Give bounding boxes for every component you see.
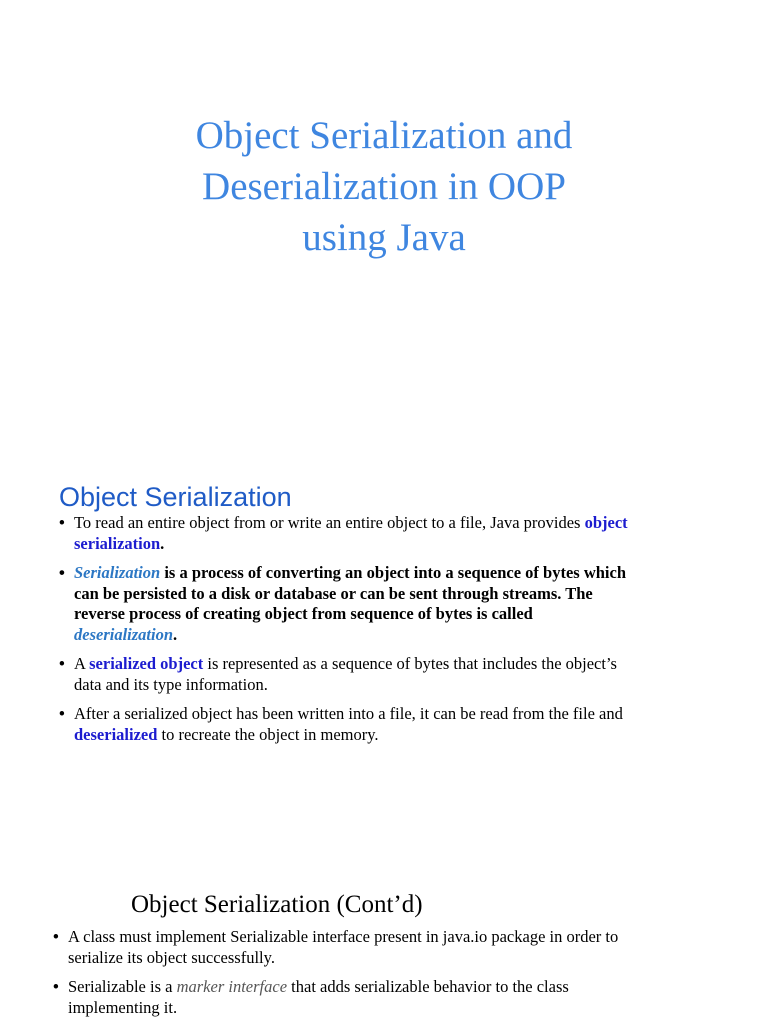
bullet-text: is represented as a sequence of bytes that includes the object’s data and its type information.: [74, 654, 617, 694]
section-heading-cont: Object Serialization (Cont’d): [131, 891, 423, 918]
slide-title: [0, 110, 768, 263]
highlight-term: deserialized: [74, 724, 158, 744]
bullet-list-serializable: [53, 927, 653, 1027]
title-line-3: using Java: [302, 216, 466, 259]
title-line-2: Deserialization in OOP: [202, 165, 566, 208]
bullet-item: [53, 927, 653, 968]
section-heading-object-serialization: Object Serialization: [59, 482, 292, 512]
italic-term: Serialization: [74, 563, 161, 582]
bullet-item: [59, 654, 629, 695]
bullet-text: .: [160, 533, 165, 553]
bullet-text: Serializable is a: [68, 977, 177, 996]
title-line-1: Object Serialization and: [195, 114, 573, 157]
bullet-text: A: [74, 654, 90, 673]
bullet-text: to recreate the object in memory.: [157, 724, 379, 744]
bullet-text: A class must implement Serializable interface present in java.io package in order to serialize its object successfully.: [68, 927, 619, 967]
bullet-text: To read an entire object from or write an entire object to a file, Java provides: [74, 513, 585, 532]
italic-term: marker interface: [176, 977, 288, 996]
bullet-item: [59, 563, 629, 645]
bullet-text: is a process of converting an object into a sequence of bytes which can be persisted to a disk or database or can be sent through streams. The reverse process of creating object from sequence of bytes is called: [74, 563, 626, 623]
bullet-text: .: [173, 624, 178, 644]
bullet-item: [53, 977, 653, 1018]
bullet-text: After a serialized object has been written into a file, it can be read from the file and: [74, 704, 623, 723]
italic-term: deserialization: [74, 624, 174, 644]
bullet-list-serialization: [59, 513, 629, 754]
bullet-text: that adds serializable behavior to the class implementing it.: [68, 977, 569, 1017]
bullet-item: [59, 704, 629, 745]
highlight-term: serialized object: [89, 654, 204, 673]
bullet-item: [59, 513, 629, 554]
highlight-term: object serialization: [74, 513, 628, 553]
